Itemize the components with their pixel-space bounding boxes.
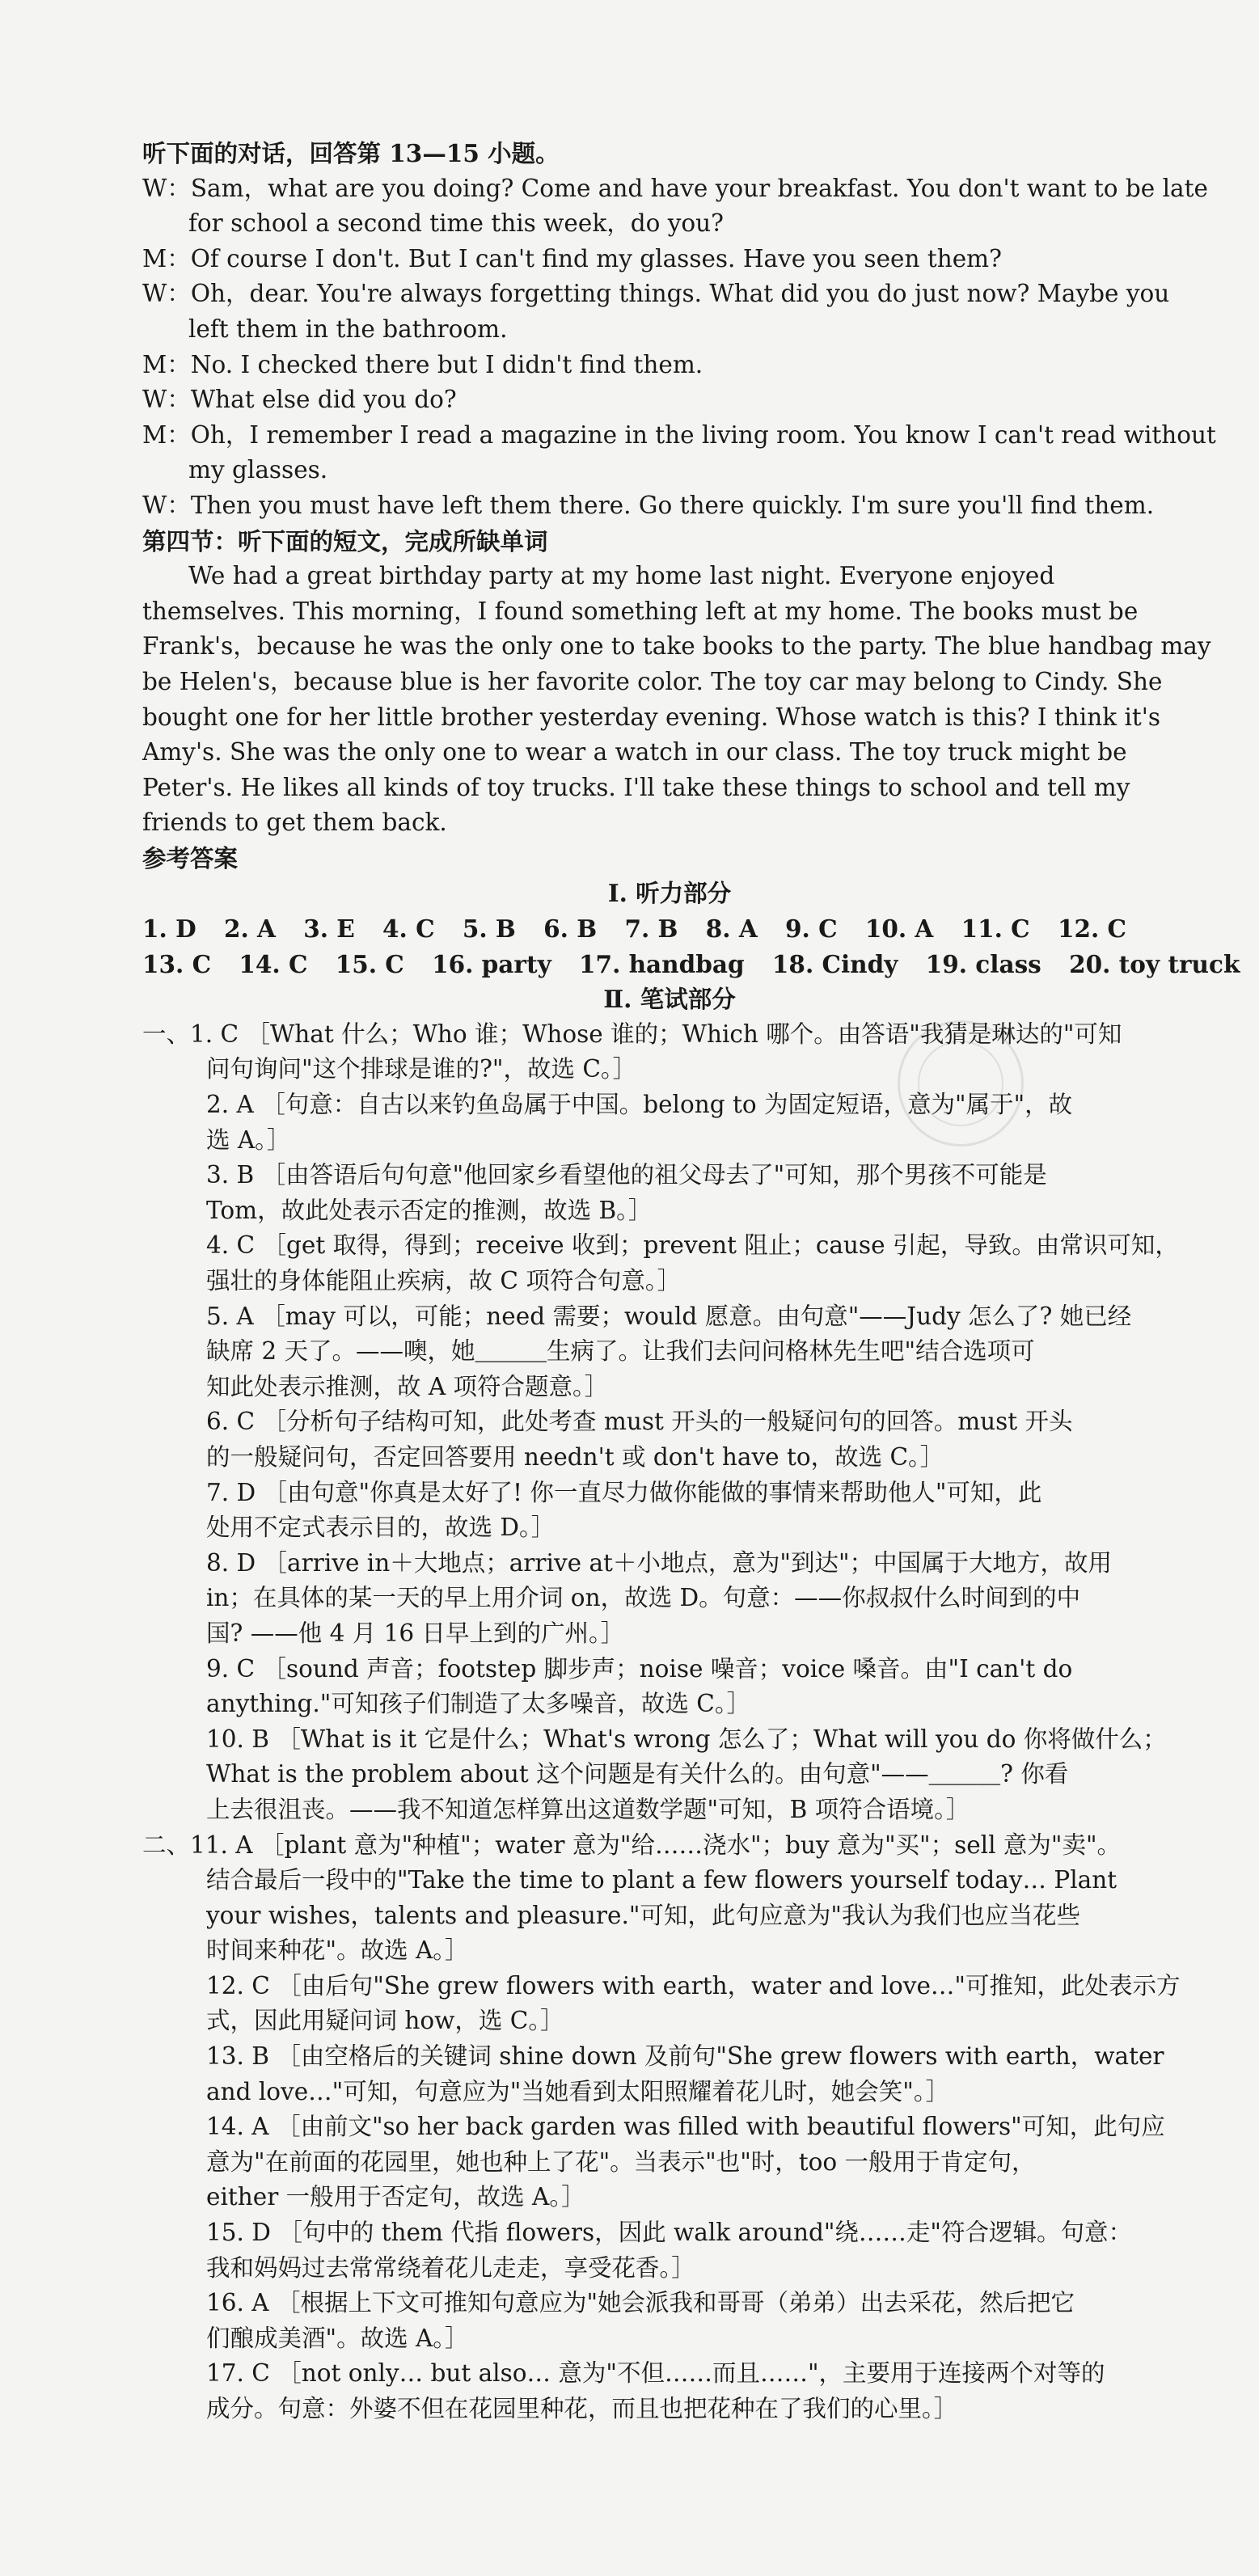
passage-line: Peter's. He likes all kinds of toy trucks. I'll take these things to school and tell my [142, 773, 1130, 801]
answer-item: 15. C [335, 949, 404, 978]
passage-line: themselves. This morning，I found something left at my home. The books must be [142, 597, 1139, 625]
explanation-line: 处用不定式表示目的，故选 D。］ [206, 1514, 556, 1542]
explanation-line: 5. A ［may 可以，可能；need 需要；would 愿意。由句意"——Judy 怎么了? 她已经 [206, 1302, 1132, 1330]
part2-title: Ⅱ. 笔试部分 [603, 985, 736, 1014]
explanation-line: 上去很沮丧。——我不知道怎样算出这道数学题"可知，B 项符合语境。］ [206, 1795, 970, 1823]
answer-item: 11. C [961, 914, 1030, 944]
answer-item: 5. B [462, 914, 516, 944]
explanation-line: 选 A。］ [206, 1125, 291, 1154]
passage-line: We had a great birthday party at my home last night. Everyone enjoyed [188, 562, 1055, 590]
answer-item: 19. class [925, 949, 1041, 978]
answer-row [142, 911, 1197, 947]
explanation-line: your wishes，talents and pleasure."可知，此句应意为"我认为我们也应当花些 [206, 1901, 1080, 1929]
dialogue-line: W：Sam，what are you doing? Come and have your breakfast. You don't want to be late [142, 174, 1208, 202]
answer-item: 12. C [1057, 914, 1127, 944]
explanation-line: 14. A ［由前文"so her back garden was filled with beautiful flowers"可知，此句应 [206, 2113, 1165, 2141]
dialogue-line: W：What else did you do? [142, 386, 457, 414]
dialogue-line: W：Then you must have left them there. Go there quickly. I'm sure you'll find them. [142, 491, 1155, 519]
answer-item: 1. D [142, 914, 196, 944]
answer-item: 16. party [432, 949, 551, 978]
answer-item: 10. A [864, 914, 934, 944]
answer-item: 7. B [624, 914, 678, 944]
explanation-line: 们酿成美酒"。故选 A。］ [206, 2324, 469, 2352]
explanation-line: either 一般用于否定句，故选 A。］ [206, 2183, 585, 2211]
explanation-line: 结合最后一段中的"Take the time to plant a few flowers yourself today… Plant [206, 1866, 1117, 1894]
answer-item: 6. B [543, 914, 598, 944]
explanation-line: What is the problem about 这个问题是有关什么的。由句意"——＿＿＿? 你看 [206, 1760, 1069, 1788]
explanation-line: 7. D ［由句意"你真是太好了! 你一直尽力做你能做的事情来帮助他人"可知，此 [206, 1478, 1042, 1506]
dialogue-line: M：Oh，I remember I read a magazine in the living room. You know I can't read without [142, 420, 1216, 449]
dialogue-line: for school a second time this week，do you? [188, 209, 724, 238]
answer-item: 14. C [239, 949, 308, 978]
explanation-line: 8. D ［arrive in＋大地点；arrive at＋小地点，意为"到达"；中国属于大地方，故用 [206, 1548, 1113, 1577]
answer-item: 17. handbag [579, 949, 745, 978]
passage-line: be Helen's，because blue is her favorite color. The toy car may belong to Cindy. She [142, 667, 1163, 695]
explanation-line: 成分。句意：外婆不但在花园里种花，而且也把花种在了我们的心里。］ [206, 2395, 958, 2422]
explanation-line: 国? ——他 4 月 16 日早上到的广州。］ [206, 1619, 625, 1647]
passage-line: Frank's，because he was the only one to take books to the party. The blue handbag may [142, 632, 1211, 661]
answer-item: 18. Cindy [771, 949, 898, 978]
dialogue-line: M：No. I checked there but I didn't find them. [142, 350, 703, 378]
answer-item: 13. C [142, 949, 212, 978]
explanation-line: 4. C ［get 取得，得到；receive 收到；prevent 阻止；cause 引起，导致。由常识可知， [206, 1231, 1179, 1260]
dialogue-heading: 听下面的对话，回答第 13—15 小题。 [142, 139, 560, 167]
explanation-line: 15. D ［句中的 them 代指 flowers，因此 walk around"绕……走"符合逻辑。句意： [206, 2219, 1132, 2247]
passage-line: Amy's. She was the only one to wear a watch in our class. The toy truck might be [142, 738, 1127, 766]
explanation-line: 一、1. C ［What 什么；Who 谁；Whose 谁的；Which 哪个。由答语"我猜是琳达的"可知 [142, 1020, 1122, 1048]
answers-heading: 参考答案 [142, 843, 239, 872]
explanation-line: 10. B ［What is it 它是什么；What's wrong 怎么了；What will you do 你将做什么； [206, 1725, 1167, 1753]
answer-item: 8. A [705, 914, 758, 944]
explanation-line: 16. A ［根据上下文可推知句意应为"她会派我和哥哥（弟弟）出去采花，然后把它 [206, 2289, 1075, 2317]
explanation-line: in；在具体的某一天的早上用介词 on，故选 D。句意：——你叔叔什么时间到的中 [206, 1584, 1081, 1612]
part1-title: Ⅰ. 听力部分 [607, 879, 732, 908]
explanation-line: 时间来种花"。故选 A。］ [206, 1936, 469, 1965]
explanation-line: 式，因此用疑问词 how，选 C。］ [206, 2007, 564, 2035]
explanation-line: 的一般疑问句，否定回答要用 needn't 或 don't have to，故选 C。］ [206, 1442, 944, 1471]
explanation-line: 我和妈妈过去常常绕着花儿走走，享受花香。］ [206, 2253, 695, 2282]
explanation-line: 缺席 2 天了。——噢，她＿＿＿生病了。让我们去问问格林先生吧"结合选项可 [206, 1337, 1035, 1366]
dialogue-line: left them in the bathroom. [188, 315, 508, 343]
dialogue-line: M：Of course I don't. But I can't find my glasses. Have you seen them? [142, 244, 1002, 272]
answer-item: 4. C [382, 914, 435, 944]
answer-item: 20. toy truck [1069, 949, 1240, 978]
explanation-line: 强壮的身体能阻止疾病，故 C 项符合句意。］ [206, 1267, 682, 1294]
dialogue-line: my glasses. [188, 456, 328, 484]
passage-line: bought one for her little brother yesterday evening. Whose watch is this? I think it's [142, 703, 1161, 731]
explanation-line: 13. B ［由空格后的关键词 shine down 及前句"She grew flowers with earth，water [206, 2042, 1164, 2071]
explanation-line: 3. B ［由答语后句句意"他回家乡看望他的祖父母去了"可知，那个男孩不可能是 [206, 1161, 1047, 1189]
explanation-line: 意为"在前面的花园里，她也种上了花"。当表示"也"时，too 一般用于肯定句， [206, 2147, 1036, 2176]
explanation-line: anything."可知孩子们制造了太多噪音，故选 C。］ [206, 1690, 751, 1718]
explanation-line: 17. C ［not only… but also… 意为"不但……而且……"，主要用于连接两个对等的 [206, 2359, 1105, 2388]
dialogue-line: W：Oh，dear. You're always forgetting things. What did you do just now? Maybe you [142, 280, 1170, 308]
explanation-line: 6. C ［分析句子结构可知，此处考查 must 开头的一般疑问句的回答。must 开头 [206, 1408, 1073, 1436]
answer-item: 9. C [785, 914, 838, 944]
explanation-line: 知此处表示推测，故 A 项符合题意。］ [206, 1372, 609, 1400]
section4-heading: 第四节：听下面的短文，完成所缺单词 [142, 526, 548, 555]
explanation-line: 问句询问"这个排球是谁的?"，故选 C。］ [206, 1055, 637, 1083]
answer-item: 2. A [223, 914, 276, 944]
answer-row [142, 947, 1240, 982]
page-content [142, 136, 1240, 2427]
explanation-line: Tom，故此处表示否定的推测，故选 B。］ [206, 1196, 653, 1224]
explanation-line: 二、11. A ［plant 意为"种植"；water 意为"给……浇水"；buy 意为"买"；sell 意为"卖"。 [142, 1831, 1122, 1859]
explanation-line: and love…"可知，句意应为"当她看到太阳照耀着花儿时，她会笑"。］ [206, 2077, 950, 2105]
explanation-line: 12. C ［由后句"She grew flowers with earth，water and love…"可推知，此处表示方 [206, 1971, 1181, 2000]
answer-item: 3. E [303, 914, 355, 944]
passage-line: friends to get them back. [142, 809, 447, 837]
explanation-line: 2. A ［句意：自古以来钓鱼岛属于中国。belong to 为固定短语，意为"属于"，故 [206, 1091, 1073, 1119]
explanation-line: 9. C ［sound 声音；footstep 脚步声；noise 噪音；voice 嗓音。由"I can't do [206, 1654, 1073, 1683]
